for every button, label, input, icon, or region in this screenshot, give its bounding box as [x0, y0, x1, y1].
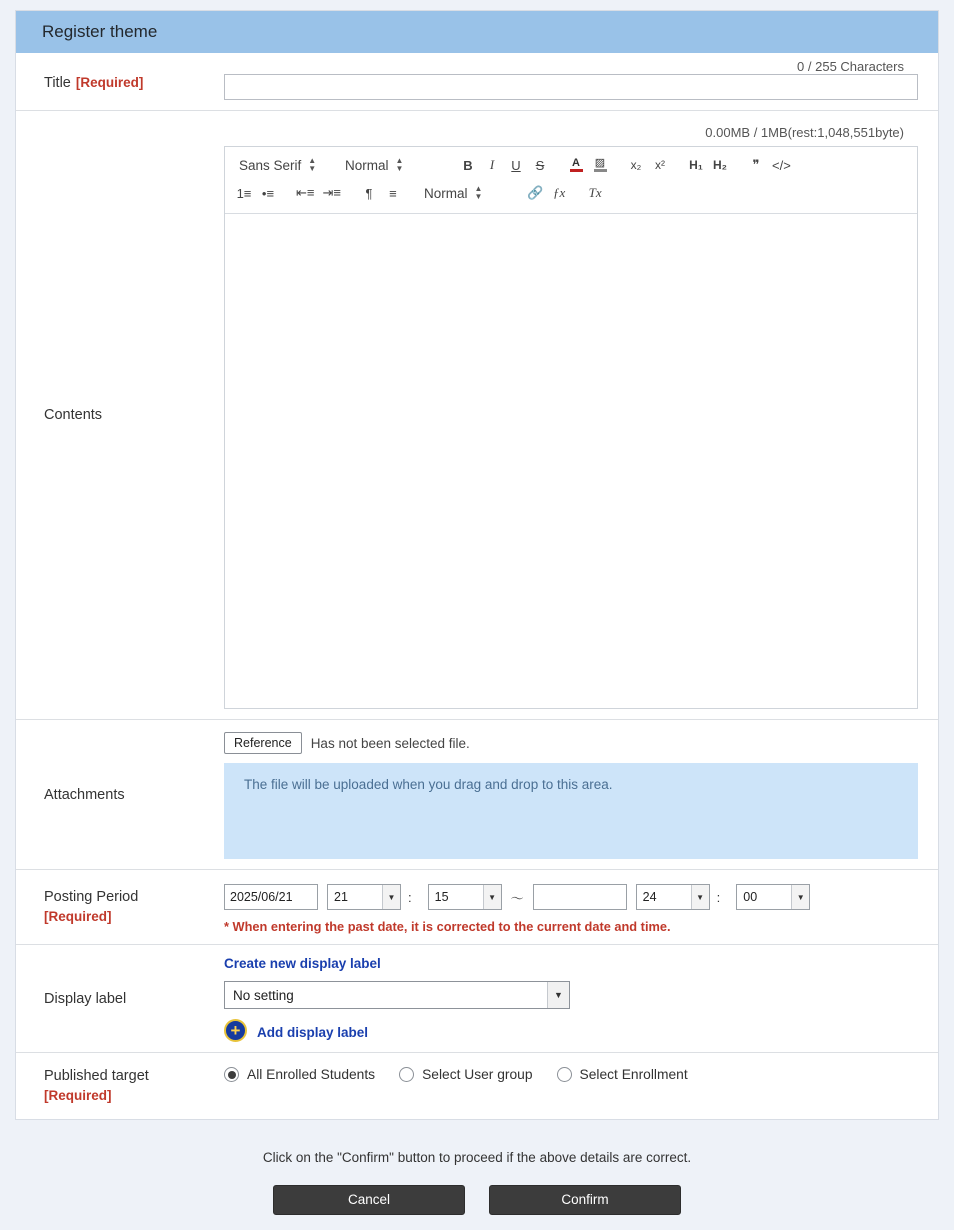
- italic-button[interactable]: I: [489, 157, 495, 172]
- start-minute-select[interactable]: 15 ▼: [428, 884, 502, 910]
- editor-toolbar: [225, 147, 917, 214]
- contents-label-text: Contents: [44, 407, 103, 423]
- chevron-updown-icon: ▲ ▼: [395, 156, 404, 173]
- row-contents: [16, 111, 938, 720]
- posting-period-note: * When entering the past date, it is corrected to the current date and time.: [224, 919, 671, 934]
- cancel-button[interactable]: Cancel: [273, 1185, 465, 1215]
- paragraph-style-select[interactable]: Normal ▲ ▼: [423, 184, 483, 201]
- display-label-body: [224, 945, 938, 1052]
- file-status-text: Has not been selected file.: [310, 735, 470, 751]
- title-input[interactable]: [224, 74, 918, 100]
- bullet-list-button[interactable]: •≡: [261, 185, 275, 201]
- bold-button[interactable]: B: [463, 157, 473, 173]
- title-body: [224, 53, 938, 110]
- toolbar-row-1: [233, 153, 909, 177]
- form-footer: [10, 1120, 944, 1215]
- formula-button[interactable]: ƒx: [553, 185, 566, 200]
- title-label-text: Title: [44, 75, 71, 91]
- published-target-label: [16, 1053, 224, 1119]
- outdent-button[interactable]: ⇤≡: [296, 185, 315, 200]
- chevron-down-icon: ▼: [382, 885, 400, 909]
- row-attachments: [16, 720, 938, 870]
- create-new-display-label-link[interactable]: Create new display label: [224, 956, 381, 971]
- footer-note: Click on the "Confirm" button to proceed if the above details are correct.: [262, 1149, 692, 1165]
- align-button[interactable]: ≡: [389, 185, 397, 201]
- row-title: [16, 53, 938, 111]
- row-published-target: [16, 1053, 938, 1119]
- heading2-button[interactable]: H₂: [713, 158, 727, 172]
- font-size-select[interactable]: Normal ▲ ▼: [345, 156, 404, 173]
- display-label-selected-value: No setting: [233, 987, 294, 1003]
- chevron-down-icon: ▼: [547, 982, 569, 1008]
- contents-label: [16, 111, 224, 719]
- footer-buttons: [10, 1185, 944, 1215]
- page-title: Register theme: [42, 22, 158, 41]
- end-minute-select[interactable]: 00 ▼: [736, 884, 810, 910]
- chevron-updown-icon: ▲ ▼: [474, 184, 483, 201]
- title-char-counter: 0 / 255 Characters: [797, 59, 904, 74]
- plus-icon: +: [224, 1019, 247, 1042]
- posting-period-label-text: Posting Period: [44, 889, 139, 906]
- ordered-list-button[interactable]: 1≡: [236, 185, 252, 201]
- published-target-options: [224, 1061, 922, 1082]
- radio-label-select-user-group: Select User group: [422, 1067, 533, 1082]
- card-header: [16, 11, 938, 53]
- display-label-select[interactable]: [224, 981, 570, 1009]
- subscript-button[interactable]: x₂: [630, 158, 642, 172]
- blockquote-button[interactable]: ❞: [752, 157, 760, 172]
- display-label-label: [16, 945, 224, 1052]
- clear-format-button[interactable]: Tx: [588, 185, 602, 200]
- radio-label-all-enrolled-students: All Enrolled Students: [247, 1067, 376, 1082]
- title-required-marker: [Required]: [75, 75, 144, 90]
- contents-body: [224, 111, 938, 719]
- posting-period-label: [16, 870, 224, 944]
- radio-label-select-enrollment: Select Enrollment: [579, 1067, 688, 1082]
- chevron-down-icon: ▼: [691, 885, 709, 909]
- chevron-down-icon: ▼: [791, 885, 809, 909]
- end-time-colon: :: [716, 889, 721, 905]
- chevron-updown-icon: ▲ ▼: [308, 156, 317, 173]
- file-dropzone[interactable]: [224, 763, 918, 859]
- code-block-button[interactable]: </>: [772, 157, 791, 173]
- title-label: [16, 53, 224, 110]
- start-date-input[interactable]: [224, 884, 318, 910]
- register-theme-card: [15, 10, 939, 1120]
- highlight-color-icon[interactable]: ▨: [589, 154, 611, 176]
- radio-select-user-group[interactable]: [399, 1067, 414, 1082]
- heading1-button[interactable]: H₁: [689, 158, 703, 172]
- text-direction-button[interactable]: ¶: [365, 185, 373, 201]
- editor-content-area[interactable]: [225, 214, 917, 708]
- reference-button[interactable]: Reference: [224, 732, 302, 754]
- confirm-button[interactable]: Confirm: [489, 1185, 681, 1215]
- add-display-label-button[interactable]: [224, 1019, 922, 1042]
- toolbar-row-2: [233, 181, 909, 205]
- range-separator: ～: [510, 890, 524, 906]
- chevron-down-icon: ▼: [483, 885, 501, 909]
- font-family-select[interactable]: Sans Serif ▲ ▼: [239, 156, 317, 173]
- posting-period-body: [224, 870, 938, 944]
- end-date-input[interactable]: [533, 884, 627, 910]
- period-inputs: [224, 878, 922, 910]
- posting-period-required-marker: [Required]: [44, 908, 112, 924]
- dropzone-text: The file will be uploaded when you drag and drop to this area.: [244, 777, 613, 792]
- row-display-label: [16, 945, 938, 1053]
- display-label-label-text: Display label: [44, 990, 127, 1007]
- file-picker-row: [224, 728, 922, 754]
- contents-size-counter: 0.00MB / 1MB(rest:1,048,551byte): [705, 125, 904, 140]
- published-target-body: [224, 1053, 938, 1119]
- radio-select-enrollment[interactable]: [557, 1067, 572, 1082]
- start-time-colon: :: [408, 889, 412, 905]
- rich-text-editor: [224, 146, 918, 709]
- start-hour-select[interactable]: 21 ▼: [327, 884, 401, 910]
- link-button[interactable]: 🔗: [526, 185, 544, 200]
- attachments-label-text: Attachments: [44, 786, 125, 803]
- row-posting-period: [16, 870, 938, 945]
- radio-all-enrolled-students[interactable]: [224, 1067, 239, 1082]
- add-display-label-text: Add display label: [257, 1024, 369, 1040]
- published-target-label-text: Published target: [44, 1068, 149, 1084]
- strikethrough-button[interactable]: S: [535, 157, 545, 173]
- underline-button[interactable]: U: [511, 157, 521, 173]
- superscript-button[interactable]: x²: [655, 158, 665, 172]
- end-hour-select[interactable]: 24 ▼: [636, 884, 710, 910]
- attachments-label: [16, 720, 224, 869]
- attachments-body: [224, 720, 938, 869]
- text-color-icon[interactable]: A: [565, 154, 587, 176]
- indent-button[interactable]: ⇥≡: [322, 185, 341, 200]
- published-target-required-marker: [Required]: [44, 1087, 112, 1103]
